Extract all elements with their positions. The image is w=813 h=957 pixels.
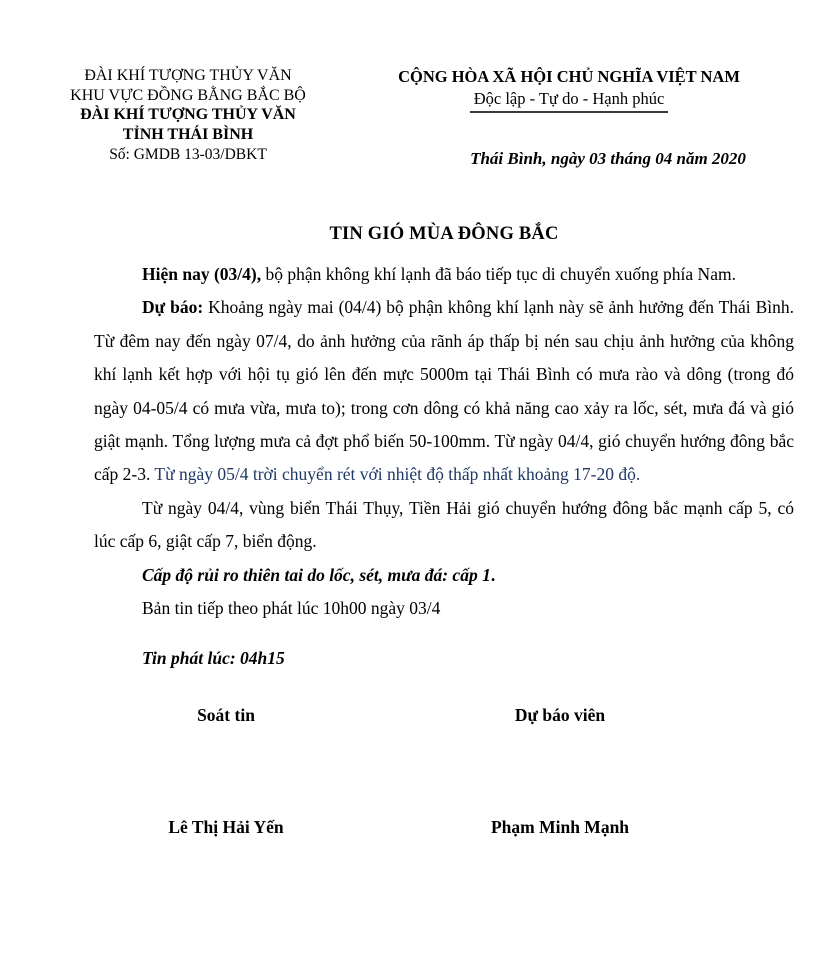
reviewer-name: Lê Thị Hải Yến (168, 816, 284, 837)
forecaster-role-label: Dự báo viên (514, 704, 606, 725)
document-header (0, 66, 813, 169)
motto-underline (470, 111, 668, 113)
forecast-text: Khoảng ngày mai (04/4) bộ phận không khí lạnh này sẽ ảnh hưởng đến Thái Bình. Từ đêm nay đến ngày 07/4, do ảnh hưởng của rãnh áp thấp bị nén sau chịu ảnh hưởng của không khí lạnh kết hợp với hội tụ gió lên đến mực 5000m tại Thái Bình có mưa rào và dông (trong đó ngày 04-05/4 có mưa vừa, mưa to); trong cơn dông có khả năng cao xảy ra lốc, sét, mưa đá và gió giật mạnh. Tổng lượng mưa cả đợt phổ biến 50-100mm. Từ ngày 04/4, gió chuyển hướng đông bắc cấp 2-3. (94, 297, 794, 485)
agency-region-line-1: ĐÀI KHÍ TƯỢNG THỦY VĂN (84, 67, 292, 84)
national-header-block (364, 66, 774, 169)
reviewer-role-label: Soát tin (197, 704, 255, 725)
risk-level-text: Cấp độ rủi ro thiên tai do lốc, sét, mưa đá: cấp 1 (142, 564, 491, 585)
forecast-lead: Dự báo: (142, 297, 204, 318)
forecast-cold-highlight: Từ ngày 05/4 trời chuyển rét với nhiệt độ thấp nhất khoảng 17-20 độ. (154, 464, 641, 485)
marine-forecast-paragraph: Từ ngày 04/4, vùng biển Thái Thụy, Tiền Hải gió chuyển hướng đông bắc mạnh cấp 5, có lúc cấp 6, giật cấp 7, biển động. (94, 497, 794, 552)
place-date-line: Thái Bình, ngày 03 tháng 04 năm 2020 (470, 149, 746, 168)
forecast-paragraph (94, 291, 794, 491)
agency-name-line: ĐÀI KHÍ TƯỢNG THỦY VĂN (80, 106, 296, 123)
national-motto: Độc lập - Tự do - Hạnh phúc (473, 89, 665, 108)
current-status-text: bộ phận không khí lạnh đã báo tiếp tục di chuyển xuống phía Nam. (261, 264, 736, 284)
forecaster-column (440, 705, 680, 838)
issuing-agency-block (52, 66, 324, 165)
current-status-paragraph (94, 258, 794, 291)
document-number: Số: GMDB 13-03/DBKT (109, 146, 267, 163)
issue-time-line: Tin phát lúc: 04h15 (142, 648, 285, 669)
national-title: CỘNG HÒA XÃ HỘI CHỦ NGHĨA VIỆT NAM (398, 67, 740, 86)
next-bulletin-line: Bản tin tiếp theo phát lúc 10h00 ngày 03/4 (142, 598, 441, 619)
reviewer-column (116, 705, 336, 838)
agency-province-line: TỈNH THÁI BÌNH (122, 125, 254, 143)
bulletin-title: TIN GIÓ MÙA ĐÔNG BẮC (329, 224, 559, 244)
risk-level-period: . (490, 564, 496, 585)
risk-level-line (94, 559, 794, 592)
current-status-lead: Hiện nay (03/4), (142, 264, 262, 284)
agency-region-line-2: KHU VỰC ĐỒNG BẰNG BẮC BỘ (70, 86, 306, 104)
forecaster-name: Phạm Minh Mạnh (490, 816, 630, 837)
signature-section (0, 705, 813, 838)
document-content (94, 224, 794, 676)
bulletin-body (94, 258, 794, 676)
